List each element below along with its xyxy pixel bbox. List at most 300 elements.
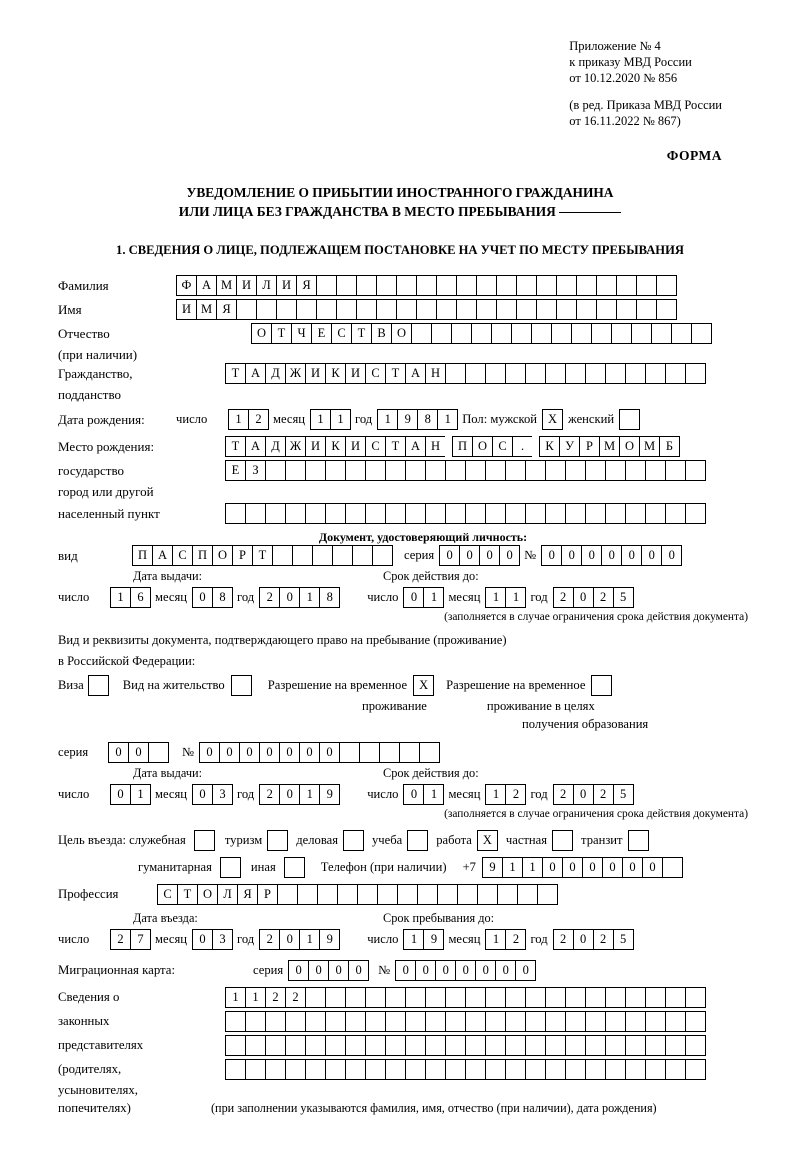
purpose-item-checkbox-0[interactable] — [267, 830, 288, 851]
birth-day-cells[interactable] — [228, 409, 268, 430]
form-cell[interactable]: 0 — [573, 784, 594, 805]
form-cell[interactable]: А — [245, 363, 266, 384]
form-cell[interactable]: П — [132, 545, 153, 566]
form-cell[interactable] — [425, 1035, 446, 1056]
form-cell[interactable] — [417, 884, 438, 905]
form-cell[interactable] — [465, 987, 486, 1008]
form-cell[interactable] — [565, 1035, 586, 1056]
form-cell[interactable] — [485, 987, 506, 1008]
form-cell[interactable]: 8 — [212, 587, 233, 608]
identity-issue-month-cells[interactable] — [192, 587, 232, 608]
form-cell[interactable]: 0 — [299, 742, 320, 763]
form-cell[interactable] — [525, 1059, 546, 1080]
name-cells[interactable] — [176, 299, 676, 320]
permit-issue-day-cells[interactable] — [110, 784, 150, 805]
form-cell[interactable] — [148, 742, 169, 763]
form-cell[interactable] — [325, 1059, 346, 1080]
form-cell[interactable] — [365, 503, 386, 524]
form-cell[interactable]: Л — [217, 884, 238, 905]
form-cell[interactable] — [605, 1059, 626, 1080]
stay-year-cells[interactable] — [553, 929, 633, 950]
form-cell[interactable] — [296, 299, 317, 320]
form-cell[interactable] — [405, 1059, 426, 1080]
form-cell[interactable]: 0 — [562, 857, 583, 878]
form-cell[interactable] — [636, 275, 657, 296]
form-cell[interactable]: Н — [425, 363, 446, 384]
form-cell[interactable]: 2 — [553, 929, 574, 950]
form-cell[interactable]: 0 — [602, 857, 623, 878]
form-cell[interactable] — [505, 1059, 526, 1080]
form-cell[interactable] — [625, 987, 646, 1008]
form-cell[interactable]: И — [305, 436, 326, 457]
form-cell[interactable]: И — [176, 299, 197, 320]
permit-issue-month-cells[interactable] — [192, 784, 232, 805]
form-cell[interactable]: 0 — [561, 545, 582, 566]
form-cell[interactable]: 2 — [248, 409, 269, 430]
identity-issue-year-cells[interactable] — [259, 587, 339, 608]
form-cell[interactable] — [405, 1035, 426, 1056]
form-cell[interactable] — [605, 1035, 626, 1056]
form-cell[interactable] — [385, 503, 406, 524]
form-cell[interactable] — [605, 363, 626, 384]
form-cell[interactable] — [305, 1011, 326, 1032]
form-cell[interactable]: 0 — [308, 960, 329, 981]
form-cell[interactable]: 0 — [192, 929, 213, 950]
form-cell[interactable] — [545, 987, 566, 1008]
form-cell[interactable]: Р — [579, 436, 600, 457]
form-cell[interactable] — [465, 1035, 486, 1056]
form-cell[interactable]: Б — [659, 436, 680, 457]
form-cell[interactable]: 2 — [110, 929, 131, 950]
form-cell[interactable]: И — [345, 436, 366, 457]
form-cell[interactable] — [536, 275, 557, 296]
sex-female-checkbox[interactable] — [619, 409, 640, 430]
form-cell[interactable] — [545, 1011, 566, 1032]
form-cell[interactable] — [496, 275, 517, 296]
form-cell[interactable] — [505, 1011, 526, 1032]
form-cell[interactable] — [425, 1059, 446, 1080]
form-cell[interactable] — [339, 742, 360, 763]
form-cell[interactable] — [445, 503, 466, 524]
form-cell[interactable]: М — [599, 436, 620, 457]
form-cell[interactable]: С — [172, 545, 193, 566]
form-cell[interactable]: 2 — [265, 987, 286, 1008]
form-cell[interactable]: М — [196, 299, 217, 320]
form-cell[interactable] — [332, 545, 353, 566]
form-cell[interactable] — [485, 363, 506, 384]
form-cell[interactable]: 0 — [128, 742, 149, 763]
form-cell[interactable] — [445, 363, 466, 384]
identity-doc-number-cells[interactable] — [541, 545, 681, 566]
form-cell[interactable] — [585, 363, 606, 384]
purpose-item-checkbox-1[interactable] — [343, 830, 364, 851]
birthplace-row-1-cells[interactable] — [225, 436, 679, 457]
form-cell[interactable] — [272, 545, 293, 566]
form-cell[interactable] — [596, 275, 617, 296]
form-cell[interactable]: Е — [311, 323, 332, 344]
form-cell[interactable]: 0 — [455, 960, 476, 981]
form-cell[interactable]: О — [472, 436, 493, 457]
form-cell[interactable] — [545, 1059, 566, 1080]
form-cell[interactable]: 0 — [479, 545, 500, 566]
form-cell[interactable] — [345, 503, 366, 524]
legal-rep-row-3-cells[interactable] — [225, 1035, 705, 1056]
form-cell[interactable]: 0 — [348, 960, 369, 981]
form-cell[interactable] — [685, 987, 706, 1008]
form-cell[interactable] — [356, 275, 377, 296]
form-cell[interactable] — [636, 299, 657, 320]
form-cell[interactable]: 0 — [395, 960, 416, 981]
form-cell[interactable]: 1 — [502, 857, 523, 878]
form-cell[interactable] — [465, 460, 486, 481]
form-cell[interactable]: 0 — [573, 587, 594, 608]
form-cell[interactable]: 0 — [192, 587, 213, 608]
form-cell[interactable] — [445, 987, 466, 1008]
form-cell[interactable] — [571, 323, 592, 344]
form-cell[interactable] — [605, 503, 626, 524]
form-cell[interactable]: 5 — [613, 587, 634, 608]
phone-cells[interactable] — [482, 857, 682, 878]
form-cell[interactable]: 1 — [130, 784, 151, 805]
form-cell[interactable]: 1 — [403, 929, 424, 950]
form-cell[interactable]: О — [391, 323, 412, 344]
form-cell[interactable]: О — [197, 884, 218, 905]
citizenship-cells[interactable] — [225, 363, 705, 384]
form-cell[interactable]: С — [157, 884, 178, 905]
form-cell[interactable] — [405, 503, 426, 524]
form-cell[interactable] — [325, 503, 346, 524]
form-cell[interactable]: 1 — [423, 587, 444, 608]
form-cell[interactable] — [285, 503, 306, 524]
form-cell[interactable]: 9 — [319, 784, 340, 805]
form-cell[interactable] — [356, 299, 377, 320]
form-cell[interactable]: 1 — [330, 409, 351, 430]
form-cell[interactable] — [345, 987, 366, 1008]
form-cell[interactable] — [525, 987, 546, 1008]
form-cell[interactable]: О — [251, 323, 272, 344]
purpose-item-checkbox-3[interactable]: Х — [477, 830, 498, 851]
form-cell[interactable]: 1 — [423, 784, 444, 805]
form-cell[interactable] — [385, 1035, 406, 1056]
form-cell[interactable]: 0 — [601, 545, 622, 566]
form-cell[interactable] — [325, 987, 346, 1008]
form-cell[interactable] — [625, 1035, 646, 1056]
form-cell[interactable]: Я — [237, 884, 258, 905]
form-cell[interactable] — [471, 323, 492, 344]
profession-cells[interactable] — [157, 884, 557, 905]
form-cell[interactable] — [565, 460, 586, 481]
form-cell[interactable] — [565, 987, 586, 1008]
form-cell[interactable] — [465, 503, 486, 524]
form-cell[interactable] — [485, 1011, 506, 1032]
birth-month-cells[interactable] — [310, 409, 350, 430]
form-cell[interactable] — [505, 987, 526, 1008]
form-cell[interactable] — [245, 1035, 266, 1056]
form-cell[interactable]: 0 — [279, 929, 300, 950]
form-cell[interactable] — [505, 503, 526, 524]
form-cell[interactable] — [665, 1035, 686, 1056]
form-cell[interactable]: О — [619, 436, 640, 457]
form-cell[interactable] — [665, 503, 686, 524]
form-cell[interactable] — [405, 987, 426, 1008]
legal-rep-row-2-cells[interactable] — [225, 1011, 705, 1032]
form-cell[interactable]: 2 — [553, 587, 574, 608]
permit-series-cells[interactable] — [108, 742, 168, 763]
form-cell[interactable] — [436, 275, 457, 296]
form-cell[interactable]: 2 — [505, 929, 526, 950]
form-cell[interactable]: 1 — [225, 987, 246, 1008]
permit-valid-year-cells[interactable] — [553, 784, 633, 805]
form-cell[interactable]: О — [212, 545, 233, 566]
form-cell[interactable]: 0 — [108, 742, 129, 763]
form-cell[interactable] — [265, 460, 286, 481]
form-cell[interactable] — [352, 545, 373, 566]
form-cell[interactable]: 2 — [505, 784, 526, 805]
form-cell[interactable]: 2 — [285, 987, 306, 1008]
form-cell[interactable]: Т — [177, 884, 198, 905]
form-cell[interactable] — [305, 460, 326, 481]
form-cell[interactable]: 1 — [485, 929, 506, 950]
form-cell[interactable] — [565, 1059, 586, 1080]
form-cell[interactable] — [451, 323, 472, 344]
form-cell[interactable] — [465, 1059, 486, 1080]
form-cell[interactable]: 0 — [541, 545, 562, 566]
form-cell[interactable] — [325, 1011, 346, 1032]
form-cell[interactable]: 0 — [259, 742, 280, 763]
form-cell[interactable] — [485, 1059, 506, 1080]
form-cell[interactable] — [405, 1011, 426, 1032]
form-cell[interactable] — [365, 1035, 386, 1056]
form-cell[interactable] — [525, 460, 546, 481]
form-cell[interactable] — [525, 1011, 546, 1032]
form-cell[interactable] — [265, 1035, 286, 1056]
form-cell[interactable] — [645, 987, 666, 1008]
form-cell[interactable] — [437, 884, 458, 905]
form-cell[interactable]: 0 — [219, 742, 240, 763]
form-cell[interactable]: 0 — [403, 784, 424, 805]
permit-issue-year-cells[interactable] — [259, 784, 339, 805]
form-cell[interactable]: 2 — [259, 784, 280, 805]
form-cell[interactable] — [245, 503, 266, 524]
form-cell[interactable] — [245, 1059, 266, 1080]
form-cell[interactable] — [411, 323, 432, 344]
form-cell[interactable] — [405, 460, 426, 481]
form-cell[interactable] — [336, 299, 357, 320]
form-cell[interactable]: 0 — [459, 545, 480, 566]
permit-education-checkbox[interactable] — [591, 675, 612, 696]
stay-day-cells[interactable] — [403, 929, 443, 950]
form-cell[interactable]: У — [559, 436, 580, 457]
form-cell[interactable] — [419, 742, 440, 763]
purpose-service-checkbox[interactable] — [194, 830, 215, 851]
form-cell[interactable]: 2 — [259, 929, 280, 950]
form-cell[interactable]: 0 — [581, 545, 602, 566]
form-cell[interactable] — [651, 323, 672, 344]
form-cell[interactable]: М — [216, 275, 237, 296]
form-cell[interactable] — [359, 742, 380, 763]
migration-series-cells[interactable] — [288, 960, 368, 981]
form-cell[interactable] — [485, 460, 506, 481]
identity-valid-year-cells[interactable] — [553, 587, 633, 608]
form-cell[interactable]: 1 — [505, 587, 526, 608]
form-cell[interactable] — [585, 460, 606, 481]
form-cell[interactable] — [545, 503, 566, 524]
form-cell[interactable]: 1 — [485, 784, 506, 805]
form-cell[interactable] — [656, 275, 677, 296]
form-cell[interactable]: 0 — [582, 857, 603, 878]
form-cell[interactable] — [357, 884, 378, 905]
permit-valid-month-cells[interactable] — [485, 784, 525, 805]
form-cell[interactable] — [685, 460, 706, 481]
identity-valid-month-cells[interactable] — [485, 587, 525, 608]
form-cell[interactable]: Т — [225, 363, 246, 384]
form-cell[interactable]: М — [639, 436, 660, 457]
form-cell[interactable]: 0 — [110, 784, 131, 805]
form-cell[interactable] — [305, 987, 326, 1008]
birthplace-row-3-cells[interactable] — [225, 503, 705, 524]
form-cell[interactable] — [305, 503, 326, 524]
form-cell[interactable] — [605, 460, 626, 481]
form-cell[interactable] — [456, 275, 477, 296]
form-cell[interactable]: 2 — [593, 929, 614, 950]
form-cell[interactable] — [465, 1011, 486, 1032]
purpose-item-checkbox-5[interactable] — [628, 830, 649, 851]
form-cell[interactable]: К — [325, 363, 346, 384]
form-cell[interactable]: 1 — [310, 409, 331, 430]
form-cell[interactable] — [576, 299, 597, 320]
form-cell[interactable] — [497, 884, 518, 905]
form-cell[interactable] — [551, 323, 572, 344]
form-cell[interactable] — [585, 503, 606, 524]
form-cell[interactable]: Е — [225, 460, 246, 481]
form-cell[interactable] — [276, 299, 297, 320]
form-cell[interactable]: 0 — [542, 857, 563, 878]
form-cell[interactable] — [625, 1059, 646, 1080]
form-cell[interactable] — [665, 363, 686, 384]
form-cell[interactable]: В — [371, 323, 392, 344]
form-cell[interactable] — [372, 545, 393, 566]
legal-rep-row-4-cells[interactable] — [225, 1059, 705, 1080]
form-cell[interactable] — [385, 460, 406, 481]
form-cell[interactable] — [496, 299, 517, 320]
form-cell[interactable] — [345, 460, 366, 481]
form-cell[interactable] — [385, 1011, 406, 1032]
form-cell[interactable] — [517, 884, 538, 905]
form-cell[interactable] — [665, 1011, 686, 1032]
form-cell[interactable]: 0 — [499, 545, 520, 566]
form-cell[interactable] — [556, 299, 577, 320]
birthplace-row-2-cells[interactable] — [225, 460, 705, 481]
form-cell[interactable] — [225, 1059, 246, 1080]
form-cell[interactable]: Я — [216, 299, 237, 320]
form-cell[interactable]: 8 — [417, 409, 438, 430]
form-cell[interactable] — [292, 545, 313, 566]
form-cell[interactable]: Р — [257, 884, 278, 905]
form-cell[interactable] — [376, 275, 397, 296]
form-cell[interactable] — [377, 884, 398, 905]
form-cell[interactable] — [625, 460, 646, 481]
form-cell[interactable]: 9 — [319, 929, 340, 950]
form-cell[interactable] — [545, 363, 566, 384]
form-cell[interactable]: 1 — [228, 409, 249, 430]
form-cell[interactable]: П — [452, 436, 473, 457]
form-cell[interactable] — [277, 884, 298, 905]
form-cell[interactable]: 0 — [515, 960, 536, 981]
form-cell[interactable] — [505, 460, 526, 481]
form-cell[interactable] — [445, 1059, 466, 1080]
form-cell[interactable] — [645, 363, 666, 384]
form-cell[interactable]: Ж — [285, 436, 306, 457]
form-cell[interactable]: 9 — [397, 409, 418, 430]
form-cell[interactable] — [336, 275, 357, 296]
form-cell[interactable] — [476, 299, 497, 320]
purpose-item-checkbox-2[interactable] — [407, 830, 428, 851]
purpose-humanitarian-checkbox[interactable] — [220, 857, 241, 878]
form-cell[interactable] — [665, 460, 686, 481]
form-cell[interactable]: 2 — [259, 587, 280, 608]
form-cell[interactable]: 2 — [593, 587, 614, 608]
form-cell[interactable]: 3 — [212, 784, 233, 805]
form-cell[interactable] — [485, 503, 506, 524]
form-cell[interactable] — [605, 987, 626, 1008]
form-cell[interactable]: 0 — [403, 587, 424, 608]
form-cell[interactable]: 0 — [642, 857, 663, 878]
form-cell[interactable]: И — [276, 275, 297, 296]
surname-cells[interactable] — [176, 275, 676, 296]
form-cell[interactable]: 0 — [279, 587, 300, 608]
form-cell[interactable]: П — [192, 545, 213, 566]
form-cell[interactable]: 0 — [621, 545, 642, 566]
form-cell[interactable] — [245, 1011, 266, 1032]
sex-male-checkbox[interactable]: Х — [542, 409, 563, 430]
form-cell[interactable] — [337, 884, 358, 905]
form-cell[interactable] — [265, 1011, 286, 1032]
form-cell[interactable] — [525, 363, 546, 384]
form-cell[interactable]: 1 — [437, 409, 458, 430]
identity-valid-day-cells[interactable] — [403, 587, 443, 608]
form-cell[interactable] — [516, 299, 537, 320]
form-cell[interactable]: 9 — [423, 929, 444, 950]
form-cell[interactable] — [445, 1035, 466, 1056]
form-cell[interactable]: 3 — [212, 929, 233, 950]
form-cell[interactable] — [545, 460, 566, 481]
form-cell[interactable] — [645, 1011, 666, 1032]
identity-doc-series-cells[interactable] — [439, 545, 519, 566]
form-cell[interactable] — [565, 1011, 586, 1032]
form-cell[interactable] — [665, 987, 686, 1008]
form-cell[interactable] — [585, 987, 606, 1008]
form-cell[interactable]: 0 — [435, 960, 456, 981]
form-cell[interactable] — [645, 503, 666, 524]
form-cell[interactable]: 0 — [279, 784, 300, 805]
form-cell[interactable] — [616, 275, 637, 296]
form-cell[interactable] — [225, 503, 246, 524]
permit-valid-day-cells[interactable] — [403, 784, 443, 805]
form-cell[interactable] — [425, 503, 446, 524]
form-cell[interactable] — [505, 363, 526, 384]
form-cell[interactable] — [236, 299, 257, 320]
form-cell[interactable]: 0 — [288, 960, 309, 981]
form-cell[interactable] — [662, 857, 683, 878]
form-cell[interactable] — [345, 1035, 366, 1056]
form-cell[interactable]: Н — [425, 436, 446, 457]
form-cell[interactable]: Т — [385, 363, 406, 384]
permit-temporary-checkbox[interactable]: Х — [413, 675, 434, 696]
form-cell[interactable] — [399, 742, 420, 763]
form-cell[interactable] — [265, 1059, 286, 1080]
form-cell[interactable] — [285, 1059, 306, 1080]
form-cell[interactable]: 0 — [328, 960, 349, 981]
